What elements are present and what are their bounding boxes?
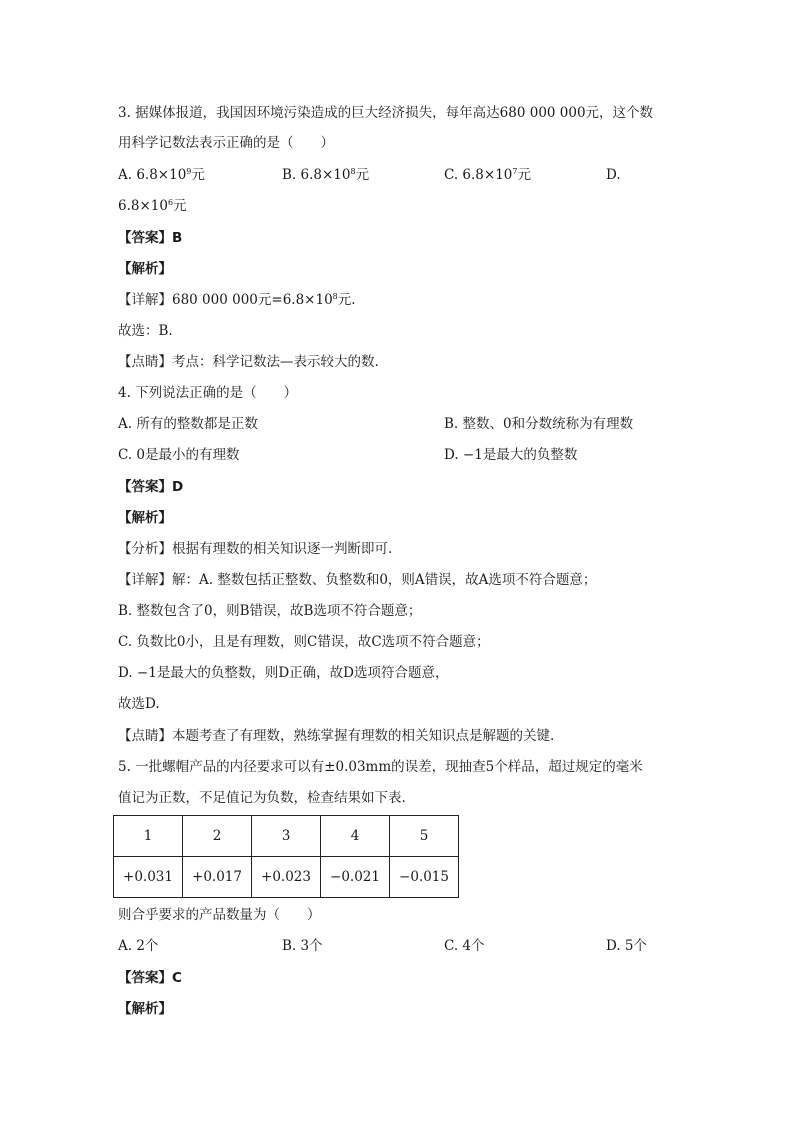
table-row bbox=[114, 857, 459, 898]
table-header-cell: 3 bbox=[252, 816, 321, 857]
table-header-cell: 5 bbox=[390, 816, 459, 857]
q4-detail-5: 故选D. bbox=[118, 696, 160, 712]
q3-stem-line2: 用科学记数法表示正确的是（ ） bbox=[118, 135, 334, 151]
q5-answer: 【答案】C bbox=[118, 970, 182, 986]
q4-analysis: 【解析】 bbox=[118, 510, 172, 526]
q4-option-c: C. 0是最小的有理数 bbox=[118, 447, 240, 463]
q5-option-d: D. 5个 bbox=[606, 938, 648, 954]
q4-option-a: A. 所有的整数都是正数 bbox=[118, 416, 258, 432]
q4-answer: 【答案】D bbox=[118, 479, 184, 495]
q4-detail-2: B. 整数包含了0，则B错误，故B选项不符合题意； bbox=[118, 603, 422, 619]
q5-option-b: B. 3个 bbox=[282, 938, 323, 954]
q3-choose: 故选：B. bbox=[118, 323, 173, 339]
q3-comment: 【点睛】考点：科学记数法—表示较大的数. bbox=[118, 354, 379, 370]
q3-option-d-value: $6.8\times 10^6$元 bbox=[118, 198, 187, 214]
table-cell: +0.023 bbox=[252, 857, 321, 898]
table-header-cell: 4 bbox=[321, 816, 390, 857]
q4-detail-4: D. −1是最大的负整数，则D正确，故D选项符合题意， bbox=[118, 665, 449, 681]
q4-option-d: D. −1是最大的负整数 bbox=[444, 447, 578, 463]
q3-option-a: A. $6.8\times 10^9$元 bbox=[118, 167, 205, 183]
q3-answer: 【答案】B bbox=[118, 230, 183, 246]
q3-option-c: C. $6.8\times 10^7$元 bbox=[444, 167, 531, 183]
q5-stem-line1: 5. 一批螺帽产品的内径要求可以有±0.03mm的误差，现抽查5个样品，超过规定的毫米 bbox=[118, 759, 643, 775]
q4-option-b: B. 整数、0和分数统称为有理数 bbox=[444, 416, 634, 432]
q3-stem-line1: 3. 据媒体报道，我国因环境污染造成的巨大经济损失，每年高达680 000 000元，这个数 bbox=[118, 105, 654, 121]
q5-stem-line2: 值记为正数，不足值记为负数，检查结果如下表. bbox=[118, 790, 406, 806]
table-cell: +0.031 bbox=[114, 857, 183, 898]
q3-option-b: B. $6.8\times 10^8$元 bbox=[282, 167, 370, 183]
table-cell: −0.021 bbox=[321, 857, 390, 898]
table-cell: −0.015 bbox=[390, 857, 459, 898]
q4-stem: 4. 下列说法正确的是（ ） bbox=[118, 385, 298, 401]
q5-analysis: 【解析】 bbox=[118, 1001, 172, 1017]
q3-option-d: D. bbox=[606, 167, 621, 183]
table-cell: +0.017 bbox=[183, 857, 252, 898]
q5-results-table bbox=[113, 815, 459, 898]
q4-detail-3: C. 负数比0小，且是有理数，则C错误，故C选项不符合题意； bbox=[118, 634, 490, 650]
q5-option-c: C. 4个 bbox=[444, 938, 485, 954]
q5-option-a: A. 2个 bbox=[118, 938, 159, 954]
q4-comment: 【点睛】本题考查了有理数，熟练掌握有理数的相关知识点是解题的关键. bbox=[118, 728, 555, 744]
table-header-cell: 2 bbox=[183, 816, 252, 857]
q3-detail: 【详解】680 000 000元$=6.8\times 10^8$元. bbox=[118, 292, 356, 308]
q3-analysis: 【解析】 bbox=[118, 261, 172, 277]
table-header-cell: 1 bbox=[114, 816, 183, 857]
table-row bbox=[114, 816, 459, 857]
q4-fenxi: 【分析】根据有理数的相关知识逐一判断即可. bbox=[118, 541, 393, 557]
q5-question: 则合乎要求的产品数量为（ ） bbox=[118, 907, 321, 923]
q4-detail-1: 【详解】解：A. 整数包括正整数、负整数和0，则A错误，故A选项不符合题意； bbox=[118, 572, 597, 588]
